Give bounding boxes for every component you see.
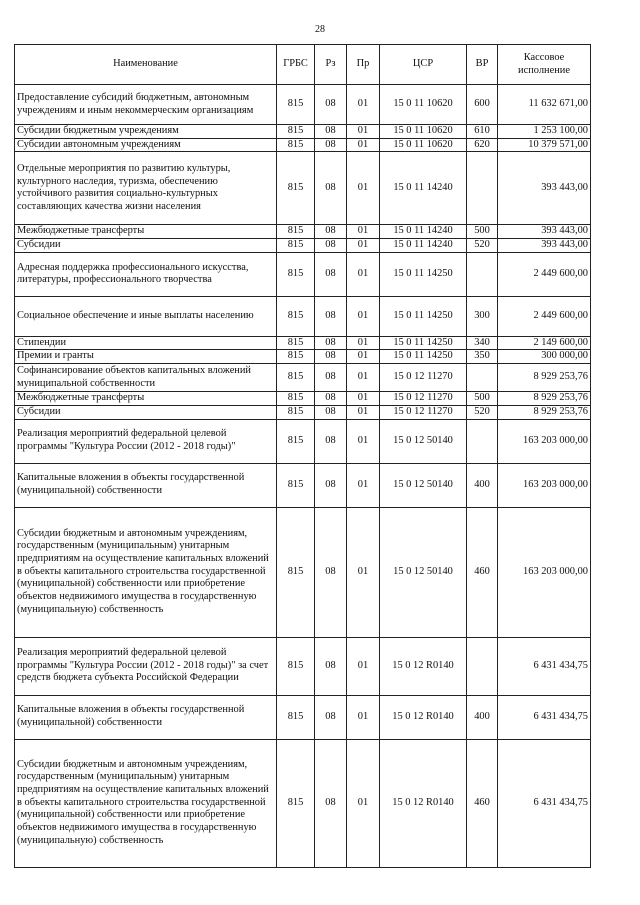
row-vr: 340: [467, 336, 498, 350]
row-pr: 01: [347, 125, 380, 139]
row-pr: 01: [347, 392, 380, 406]
row-csr: 15 0 11 14250: [380, 336, 467, 350]
row-vr: [467, 152, 498, 225]
row-grbs: 815: [277, 125, 315, 139]
row-csr: 15 0 12 50140: [380, 507, 467, 637]
row-amount: 10 379 571,00: [498, 138, 591, 152]
table-row: [15, 405, 591, 419]
row-grbs: 815: [277, 463, 315, 507]
row-vr: [467, 364, 498, 392]
table-row: [15, 239, 591, 253]
header-amount: Кассовое исполнение: [498, 45, 591, 85]
row-vr: 600: [467, 85, 498, 125]
header-rz: Рз: [315, 45, 347, 85]
row-vr: 500: [467, 392, 498, 406]
row-csr: 15 0 11 10620: [380, 125, 467, 139]
table-row: [15, 225, 591, 239]
table-row: [15, 152, 591, 225]
table-row: [15, 252, 591, 296]
table-header-row: [15, 45, 591, 85]
row-amount: 300 000,00: [498, 350, 591, 364]
row-pr: 01: [347, 138, 380, 152]
row-grbs: 815: [277, 364, 315, 392]
row-name: Субсидии: [15, 239, 277, 253]
row-csr: 15 0 11 10620: [380, 138, 467, 152]
row-csr: 15 0 11 14240: [380, 225, 467, 239]
row-vr: 300: [467, 296, 498, 336]
row-grbs: 815: [277, 252, 315, 296]
row-rz: 08: [315, 252, 347, 296]
row-csr: 15 0 11 14250: [380, 350, 467, 364]
row-rz: 08: [315, 125, 347, 139]
row-pr: 01: [347, 405, 380, 419]
row-rz: 08: [315, 225, 347, 239]
row-vr: 400: [467, 695, 498, 739]
row-pr: 01: [347, 336, 380, 350]
row-grbs: 815: [277, 336, 315, 350]
row-rz: 08: [315, 463, 347, 507]
row-pr: 01: [347, 225, 380, 239]
row-amount: 393 443,00: [498, 239, 591, 253]
row-rz: 08: [315, 85, 347, 125]
row-grbs: 815: [277, 405, 315, 419]
row-grbs: 815: [277, 138, 315, 152]
table-row: [15, 507, 591, 637]
table-row: [15, 350, 591, 364]
row-amount: 163 203 000,00: [498, 507, 591, 637]
row-name: Реализация мероприятий федеральной целевой программы "Культура России (2012 - 2018 годы)": [15, 419, 277, 463]
row-name: Стипендии: [15, 336, 277, 350]
row-rz: 08: [315, 364, 347, 392]
row-grbs: 815: [277, 225, 315, 239]
table-row: [15, 125, 591, 139]
table-row: [15, 637, 591, 695]
row-csr: 15 0 11 14250: [380, 252, 467, 296]
row-csr: 15 0 11 14240: [380, 152, 467, 225]
row-pr: 01: [347, 507, 380, 637]
row-vr: 520: [467, 239, 498, 253]
row-name: Капитальные вложения в объекты государственной (муниципальной) собственности: [15, 695, 277, 739]
row-rz: 08: [315, 637, 347, 695]
row-rz: 08: [315, 336, 347, 350]
row-rz: 08: [315, 392, 347, 406]
table-row: [15, 463, 591, 507]
row-name: Субсидии бюджетным и автономным учреждениям, государственным (муниципальным) унитарным предприятиям на осуществление капитальных вложений в объекты капитального строительства государственной (муниципальной) собственности или приобретение объектов недвижимого имущества в государственную (муниципальную) собственность: [15, 739, 277, 867]
row-amount: 163 203 000,00: [498, 419, 591, 463]
row-amount: 393 443,00: [498, 225, 591, 239]
row-csr: 15 0 12 11270: [380, 364, 467, 392]
row-csr: 15 0 11 14240: [380, 239, 467, 253]
table-row: [15, 85, 591, 125]
budget-execution-table: [14, 44, 591, 868]
row-name: Капитальные вложения в объекты государственной (муниципальной) собственности: [15, 463, 277, 507]
row-grbs: 815: [277, 152, 315, 225]
row-pr: 01: [347, 419, 380, 463]
row-name: Социальное обеспечение и иные выплаты населению: [15, 296, 277, 336]
table-row: [15, 364, 591, 392]
row-grbs: 815: [277, 739, 315, 867]
row-vr: [467, 419, 498, 463]
row-name: Субсидии: [15, 405, 277, 419]
row-amount: 6 431 434,75: [498, 695, 591, 739]
row-pr: 01: [347, 637, 380, 695]
row-name: Отдельные мероприятия по развитию культуры, культурного наследия, туризма, обеспечению устойчивого развития социально-культурных составляющих качества жизни населения: [15, 152, 277, 225]
row-grbs: 815: [277, 239, 315, 253]
row-amount: 8 929 253,76: [498, 392, 591, 406]
row-name: Реализация мероприятий федеральной целевой программы "Культура России (2012 - 2018 годы)" за счет средств бюджета субъекта Российской Федерации: [15, 637, 277, 695]
header-name: Наименование: [15, 45, 277, 85]
row-name: Межбюджетные трансферты: [15, 392, 277, 406]
row-amount: 6 431 434,75: [498, 637, 591, 695]
row-amount: 1 253 100,00: [498, 125, 591, 139]
row-name: Адресная поддержка профессионального искусства, литературы, профессионального творчества: [15, 252, 277, 296]
row-csr: 15 0 11 14250: [380, 296, 467, 336]
row-pr: 01: [347, 739, 380, 867]
row-grbs: 815: [277, 85, 315, 125]
row-amount: 2 449 600,00: [498, 252, 591, 296]
row-rz: 08: [315, 350, 347, 364]
row-pr: 01: [347, 364, 380, 392]
row-csr: 15 0 12 R0140: [380, 739, 467, 867]
row-vr: 620: [467, 138, 498, 152]
table-row: [15, 419, 591, 463]
row-vr: 520: [467, 405, 498, 419]
table-row: [15, 695, 591, 739]
row-csr: 15 0 12 R0140: [380, 637, 467, 695]
table-row: [15, 138, 591, 152]
table-row: [15, 739, 591, 867]
row-amount: 393 443,00: [498, 152, 591, 225]
row-grbs: 815: [277, 350, 315, 364]
row-csr: 15 0 12 50140: [380, 463, 467, 507]
row-amount: 11 632 671,00: [498, 85, 591, 125]
row-grbs: 815: [277, 637, 315, 695]
table-row: [15, 296, 591, 336]
row-rz: 08: [315, 239, 347, 253]
row-amount: 2 449 600,00: [498, 296, 591, 336]
row-rz: 08: [315, 138, 347, 152]
header-pr: Пр: [347, 45, 380, 85]
row-pr: 01: [347, 152, 380, 225]
row-vr: 400: [467, 463, 498, 507]
row-vr: 460: [467, 507, 498, 637]
row-rz: 08: [315, 152, 347, 225]
row-csr: 15 0 12 11270: [380, 392, 467, 406]
row-csr: 15 0 12 R0140: [380, 695, 467, 739]
table-row: [15, 336, 591, 350]
row-rz: 08: [315, 296, 347, 336]
row-vr: 460: [467, 739, 498, 867]
row-grbs: 815: [277, 419, 315, 463]
row-amount: 2 149 600,00: [498, 336, 591, 350]
header-csr: ЦСР: [380, 45, 467, 85]
row-vr: [467, 637, 498, 695]
row-amount: 163 203 000,00: [498, 463, 591, 507]
row-vr: 500: [467, 225, 498, 239]
row-name: Межбюджетные трансферты: [15, 225, 277, 239]
row-amount: 8 929 253,76: [498, 364, 591, 392]
row-grbs: 815: [277, 296, 315, 336]
row-pr: 01: [347, 239, 380, 253]
row-csr: 15 0 11 10620: [380, 85, 467, 125]
row-pr: 01: [347, 695, 380, 739]
row-rz: 08: [315, 419, 347, 463]
row-pr: 01: [347, 85, 380, 125]
row-csr: 15 0 12 50140: [380, 419, 467, 463]
row-amount: 6 431 434,75: [498, 739, 591, 867]
row-pr: 01: [347, 350, 380, 364]
row-name: Премии и гранты: [15, 350, 277, 364]
row-rz: 08: [315, 405, 347, 419]
row-name: Субсидии автономным учреждениям: [15, 138, 277, 152]
row-amount: 8 929 253,76: [498, 405, 591, 419]
row-name: Субсидии бюджетным и автономным учреждениям, государственным (муниципальным) унитарным предприятиям на осуществление капитальных вложений в объекты капитального строительства государственной (муниципальной) собственности или приобретение объектов недвижимого имущества в государственную (муниципальную) собственность: [15, 507, 277, 637]
row-pr: 01: [347, 296, 380, 336]
row-rz: 08: [315, 507, 347, 637]
row-name: Субсидии бюджетным учреждениям: [15, 125, 277, 139]
row-csr: 15 0 12 11270: [380, 405, 467, 419]
row-vr: [467, 252, 498, 296]
row-grbs: 815: [277, 695, 315, 739]
row-grbs: 815: [277, 507, 315, 637]
row-grbs: 815: [277, 392, 315, 406]
table-row: [15, 392, 591, 406]
page-number: 28: [315, 24, 325, 35]
row-pr: 01: [347, 252, 380, 296]
header-vr: ВР: [467, 45, 498, 85]
row-name: Софинансирование объектов капитальных вложений муниципальной собственности: [15, 364, 277, 392]
row-vr: 350: [467, 350, 498, 364]
row-pr: 01: [347, 463, 380, 507]
header-grbs: ГРБС: [277, 45, 315, 85]
row-rz: 08: [315, 739, 347, 867]
row-rz: 08: [315, 695, 347, 739]
row-name: Предоставление субсидий бюджетным, автономным учреждениям и иным некоммерческим организациям: [15, 85, 277, 125]
row-vr: 610: [467, 125, 498, 139]
